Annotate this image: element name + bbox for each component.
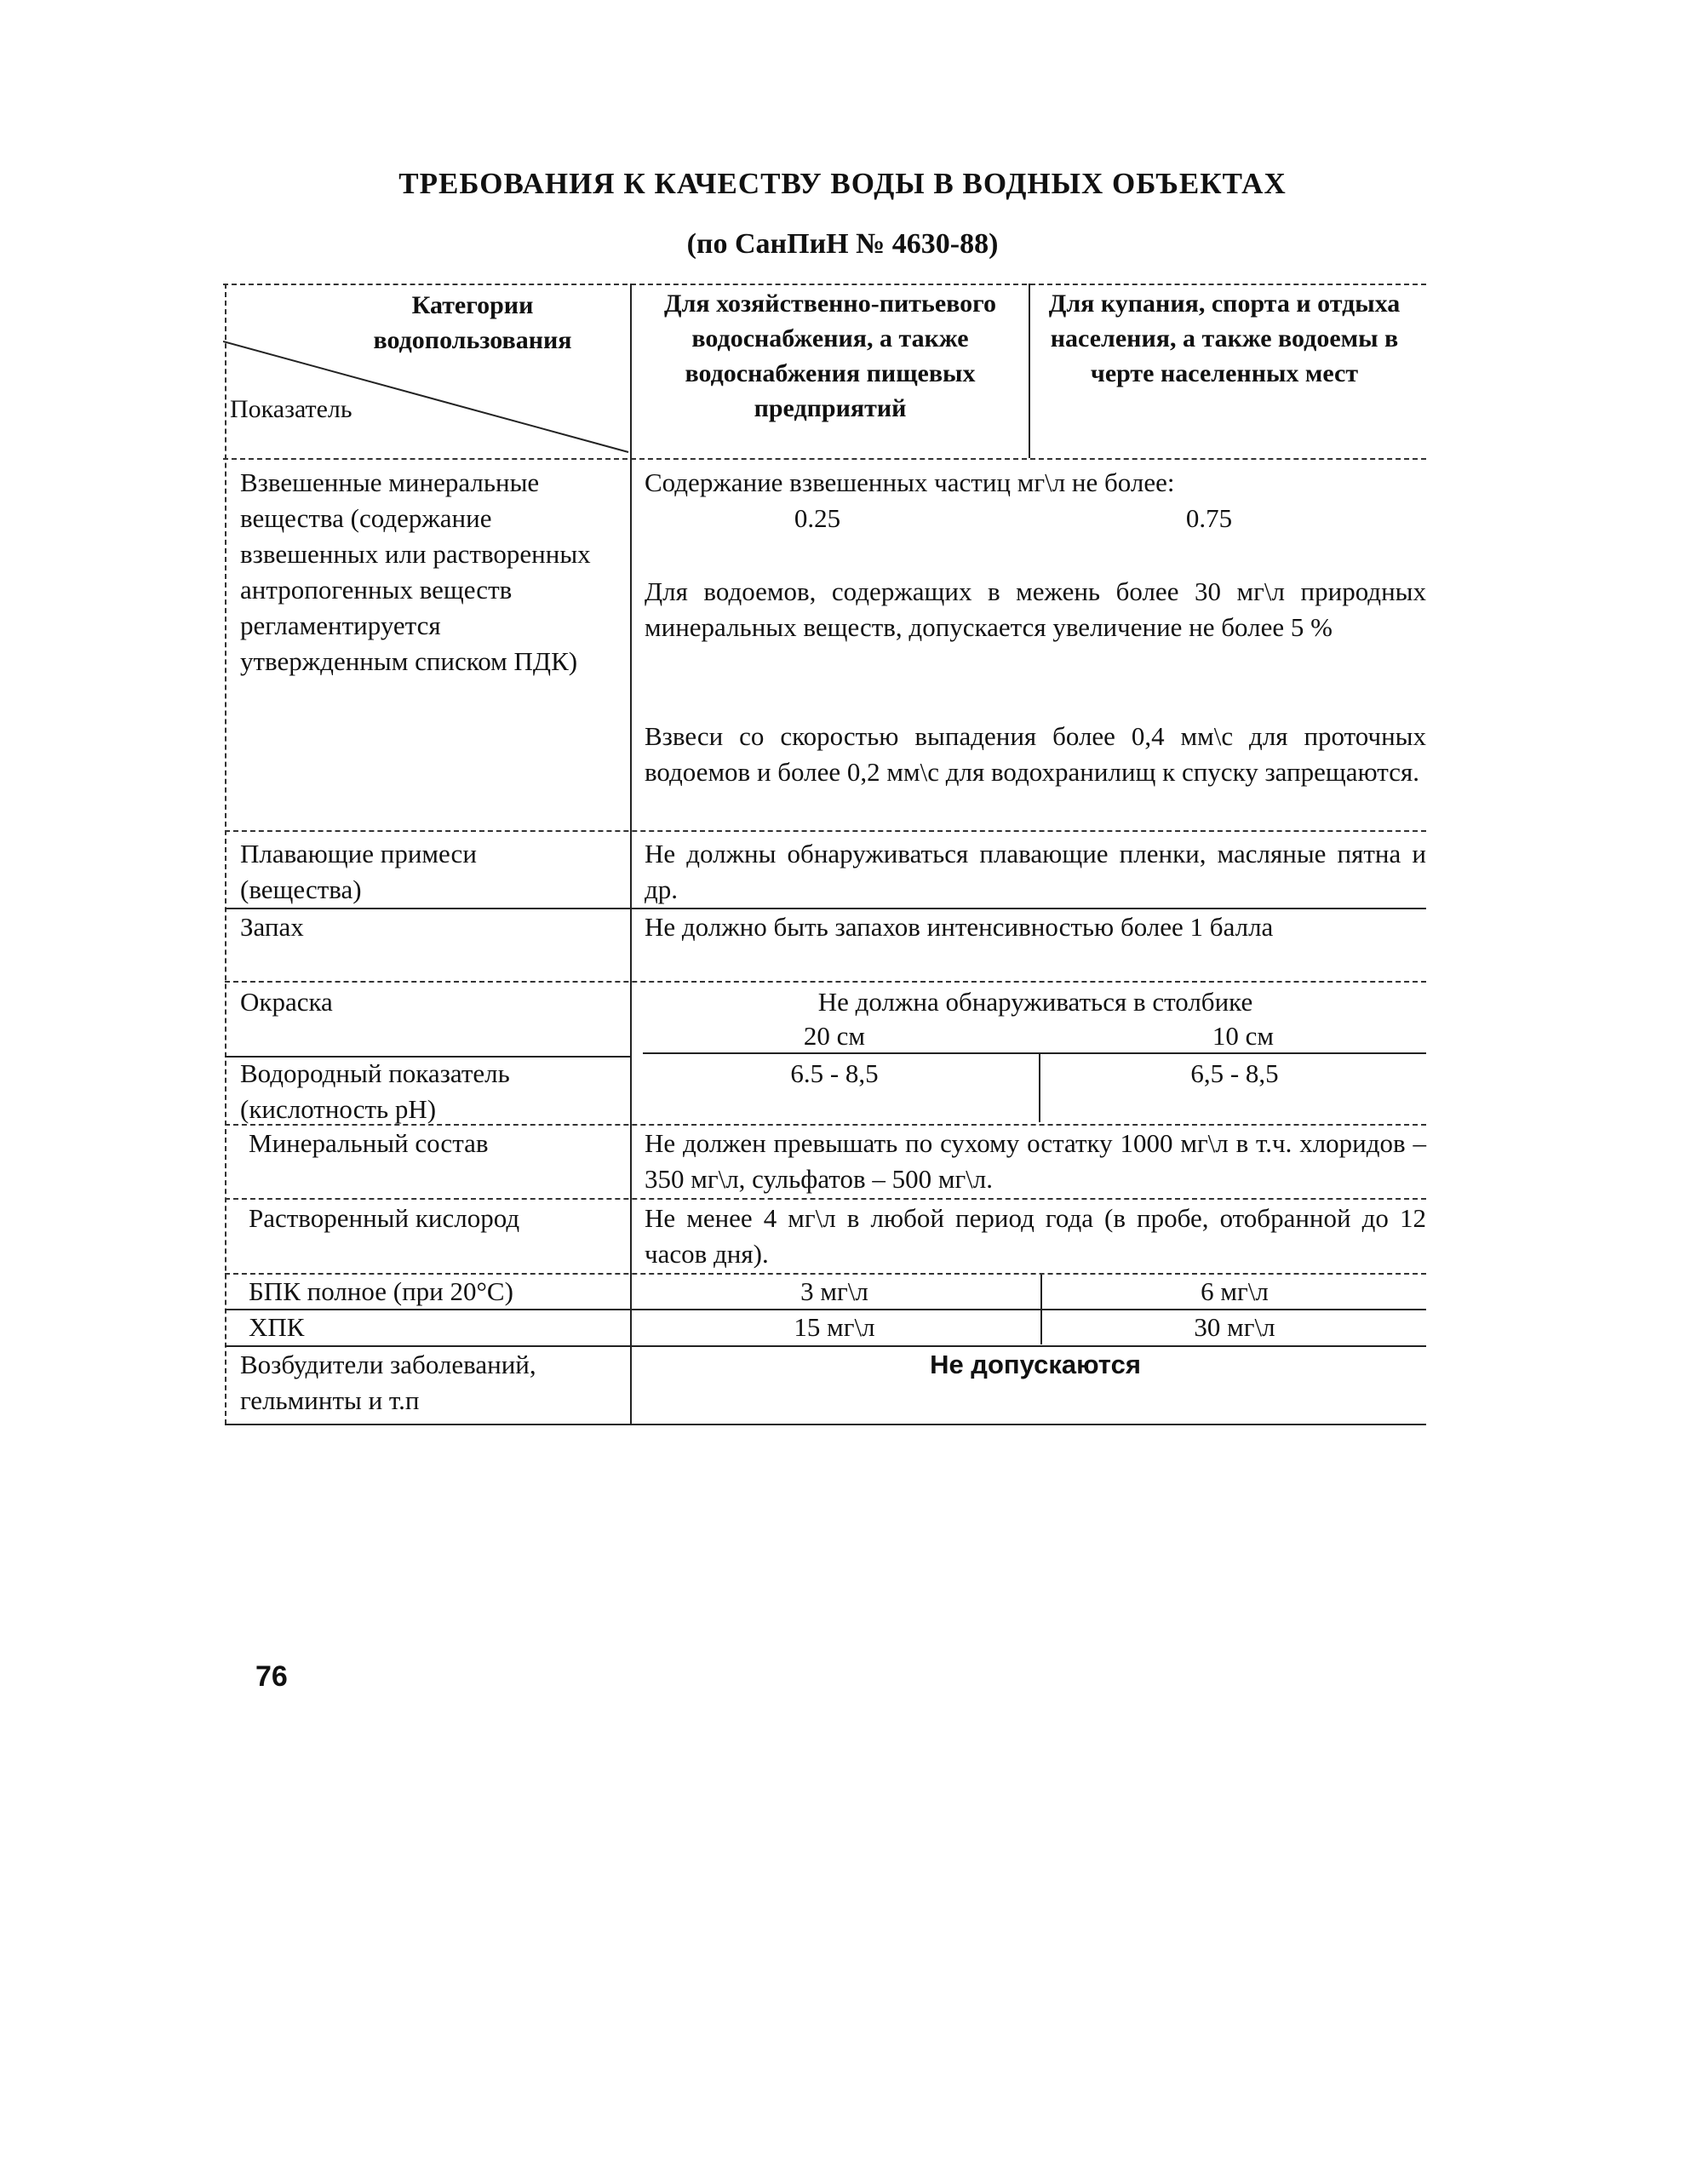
value-col2: 10 см — [1212, 1021, 1275, 1051]
value-col2: 6,5 - 8,5 — [1190, 1058, 1279, 1088]
header-col2: Для купания, спорта и отдыха населения, а также водоемы в черте населенных мест — [1048, 289, 1401, 387]
value-cell: Не должны обнаруживаться плавающие пленки, масляные пятна и др. — [645, 839, 1426, 904]
table-bottom-border — [225, 1424, 1426, 1425]
page-subtitle: (по СанПиН № 4630-88) — [686, 228, 999, 260]
indicator-cell: Растворенный кислород — [249, 1203, 520, 1233]
header-col1: Для хозяйственно-питьевого водоснабжения, а также водоснабжения пищевых предприятий — [663, 289, 997, 422]
row-border — [225, 1198, 1426, 1200]
value-col2: 6 мг\л — [1201, 1276, 1269, 1306]
page-title: ТРЕБОВАНИЯ К КАЧЕСТВУ ВОДЫ В ВОДНЫХ ОБЪЕКТАХ — [398, 167, 1287, 200]
note-text: Взвеси со скоростью выпадения более 0,4 мм\с для проточных водоемов и более 0,2 мм\с для водохранилищ к спуску запрещаются. — [645, 721, 1426, 787]
value-col2: 30 мг\л — [1194, 1312, 1275, 1342]
indicator-cell: Возбудители заболеваний, гельминты и т.п — [240, 1350, 536, 1415]
row-border — [225, 981, 1426, 983]
page-number: 76 — [255, 1660, 288, 1693]
value-cell: Не менее 4 мг\л в любой период года (в пробе, отобранной до 12 часов дня). — [645, 1203, 1426, 1269]
header-categories: Категории водопользования — [373, 291, 572, 354]
indicator-cell: Запах — [240, 912, 304, 942]
value-cell: Не должно быть запахов интенсивностью более 1 балла — [645, 912, 1274, 942]
value-cell: Не допускаются — [930, 1350, 1141, 1379]
indicator-cell: Минеральный состав — [249, 1128, 489, 1158]
indicator-cell: Плавающие примеси (вещества) — [240, 839, 477, 904]
value-col2: 0.75 — [1185, 503, 1233, 533]
value-col1: 15 мг\л — [794, 1312, 875, 1342]
indicator-cell: Окраска — [240, 987, 333, 1017]
indicator-cell: Водородный показатель (кислотность рН) — [240, 1058, 510, 1124]
value-cell: Не должна обнаруживаться в столбике — [817, 987, 1253, 1017]
value-lead-text: Содержание взвешенных частиц мг\л не более: — [645, 467, 1175, 497]
header-bottom-border — [223, 458, 1426, 460]
value-cell: Не должен превышать по сухому остатку 1000 мг\л в т.ч. хлоридов – 350 мг\л, сульфатов – 500 мг\л. — [645, 1128, 1426, 1194]
indicator-cell: Взвешенные минеральные вещества (содержание взвешенных или растворенных антропогенных веществ регламентируется утвержденным списком ПДК) — [240, 467, 591, 676]
column-divider-2-header — [1029, 284, 1030, 458]
value-col1: 20 см — [803, 1021, 866, 1051]
column-divider-1 — [630, 284, 632, 1424]
indicator-cell: ХПК — [249, 1312, 305, 1342]
value-col1: 0.25 — [794, 503, 841, 533]
value-col1: 3 мг\л — [800, 1276, 868, 1306]
column-divider-2-ph — [1039, 1054, 1040, 1122]
header-indicator: Показатель — [230, 395, 352, 423]
row-border — [225, 830, 1426, 832]
indicator-cell: БПК полное (при 20°С) — [249, 1276, 513, 1306]
note-text: Для водоемов, содержащих в межень более 30 мг\л природных минеральных веществ, допускается увеличение не более 5 % — [645, 576, 1426, 642]
value-col1: 6.5 - 8,5 — [790, 1058, 879, 1088]
